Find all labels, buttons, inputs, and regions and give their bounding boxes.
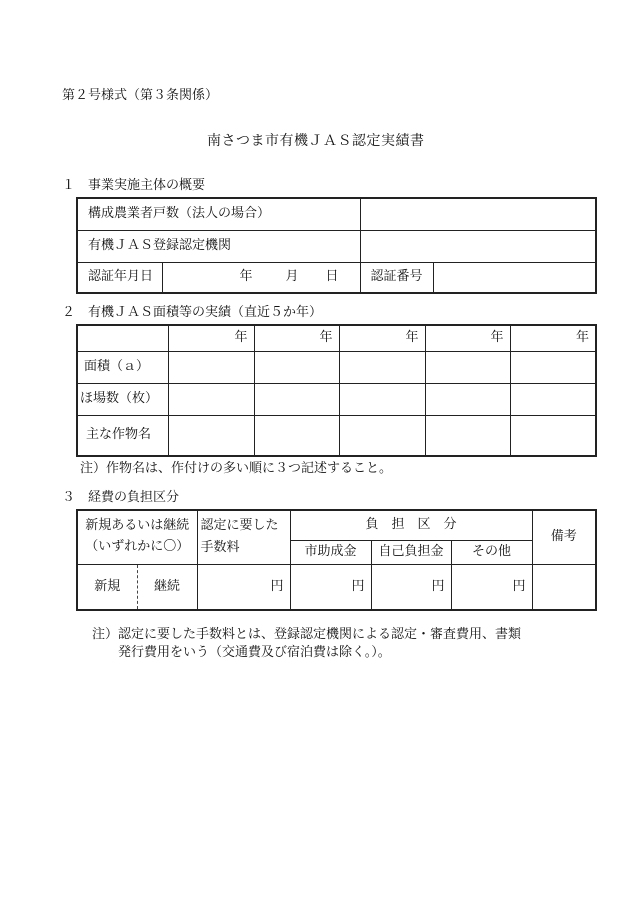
year-header[interactable]: 年 [168,325,254,351]
form-number: 第２号様式（第３条関係） [62,88,219,103]
area-cell[interactable] [339,351,425,383]
area-cell[interactable] [168,351,254,383]
results-table [76,324,597,457]
section3-heading: ３ 経費の負担区分 [62,490,180,505]
field-count-cell[interactable] [425,383,510,415]
main-crops-cell[interactable] [425,415,510,456]
field-count-label: ほ場数（枚） [77,383,168,415]
type-header-line1: 新規あるいは継続 [85,518,190,534]
cert-date-field[interactable] [162,262,360,293]
fee-header-line2: 手数料 [200,540,240,556]
month-unit: 月 [285,269,299,285]
member-count-field[interactable] [360,198,596,230]
member-count-label: 構成農業者戸数（法人の場合） [77,198,360,230]
document-title: 南さつま市有機ＪＡＳ認定実績書 [207,133,425,149]
cert-body-label: 有機ＪＡＳ登録認定機関 [77,230,360,262]
area-cell[interactable] [254,351,339,383]
cert-no-label: 認証番号 [360,262,433,293]
expense-note-line2: 発行費用をいう（交通費及び宿泊費は除く。）。 [118,645,391,660]
main-crops-label: 主な作物名 [77,415,168,456]
main-crops-cell[interactable] [339,415,425,456]
field-count-cell[interactable] [339,383,425,415]
other-header: その他 [451,540,532,564]
cert-date-label: 認証年月日 [77,262,162,293]
main-crops-cell[interactable] [510,415,596,456]
cert-no-field[interactable] [433,262,596,293]
self-burden-cell[interactable]: 円 [371,564,451,610]
fee-header [197,510,290,564]
main-crops-cell[interactable] [254,415,339,456]
fee-header-line1: 認定に要した [200,518,279,533]
area-cell[interactable] [510,351,596,383]
new-option[interactable]: 新規 [77,564,137,610]
field-count-cell[interactable] [510,383,596,415]
city-subsidy-header: 市助成金 [290,540,371,564]
self-burden-header: 自己負担金 [371,540,451,564]
city-subsidy-cell[interactable]: 円 [290,564,371,610]
year-header[interactable]: 年 [425,325,510,351]
area-label: 面積（ａ） [77,351,168,383]
expense-note-line1: 注）認定に要した手数料とは、登録認定機関による認定・審査費用、書類 [92,627,522,642]
area-cell[interactable] [425,351,510,383]
burden-header: 負 担 区 分 [290,510,532,540]
year-header[interactable]: 年 [339,325,425,351]
year-header[interactable]: 年 [510,325,596,351]
other-cell[interactable]: 円 [451,564,532,610]
continue-option[interactable]: 継続 [137,564,197,610]
expense-table [76,509,597,611]
results-note: 注）作物名は、作付けの多い順に３つ記述すること。 [80,461,393,476]
remarks-cell[interactable] [532,564,596,610]
overview-table [76,197,597,294]
main-crops-cell[interactable] [168,415,254,456]
type-header [77,510,197,564]
section2-heading: ２ 有機ＪＡＳ面積等の実績（直近５か年） [62,305,323,320]
remarks-header: 備考 [532,510,596,564]
field-count-cell[interactable] [168,383,254,415]
field-count-cell[interactable] [254,383,339,415]
section1-heading: １ 事業実施主体の概要 [62,178,206,193]
type-header-line2: （いずれかに〇） [85,539,190,555]
year-unit: 年 [239,269,253,285]
cert-body-field[interactable] [360,230,596,262]
results-corner [77,325,168,351]
fee-amount-cell[interactable]: 円 [197,564,290,610]
year-header[interactable]: 年 [254,325,339,351]
day-unit: 日 [325,269,339,285]
